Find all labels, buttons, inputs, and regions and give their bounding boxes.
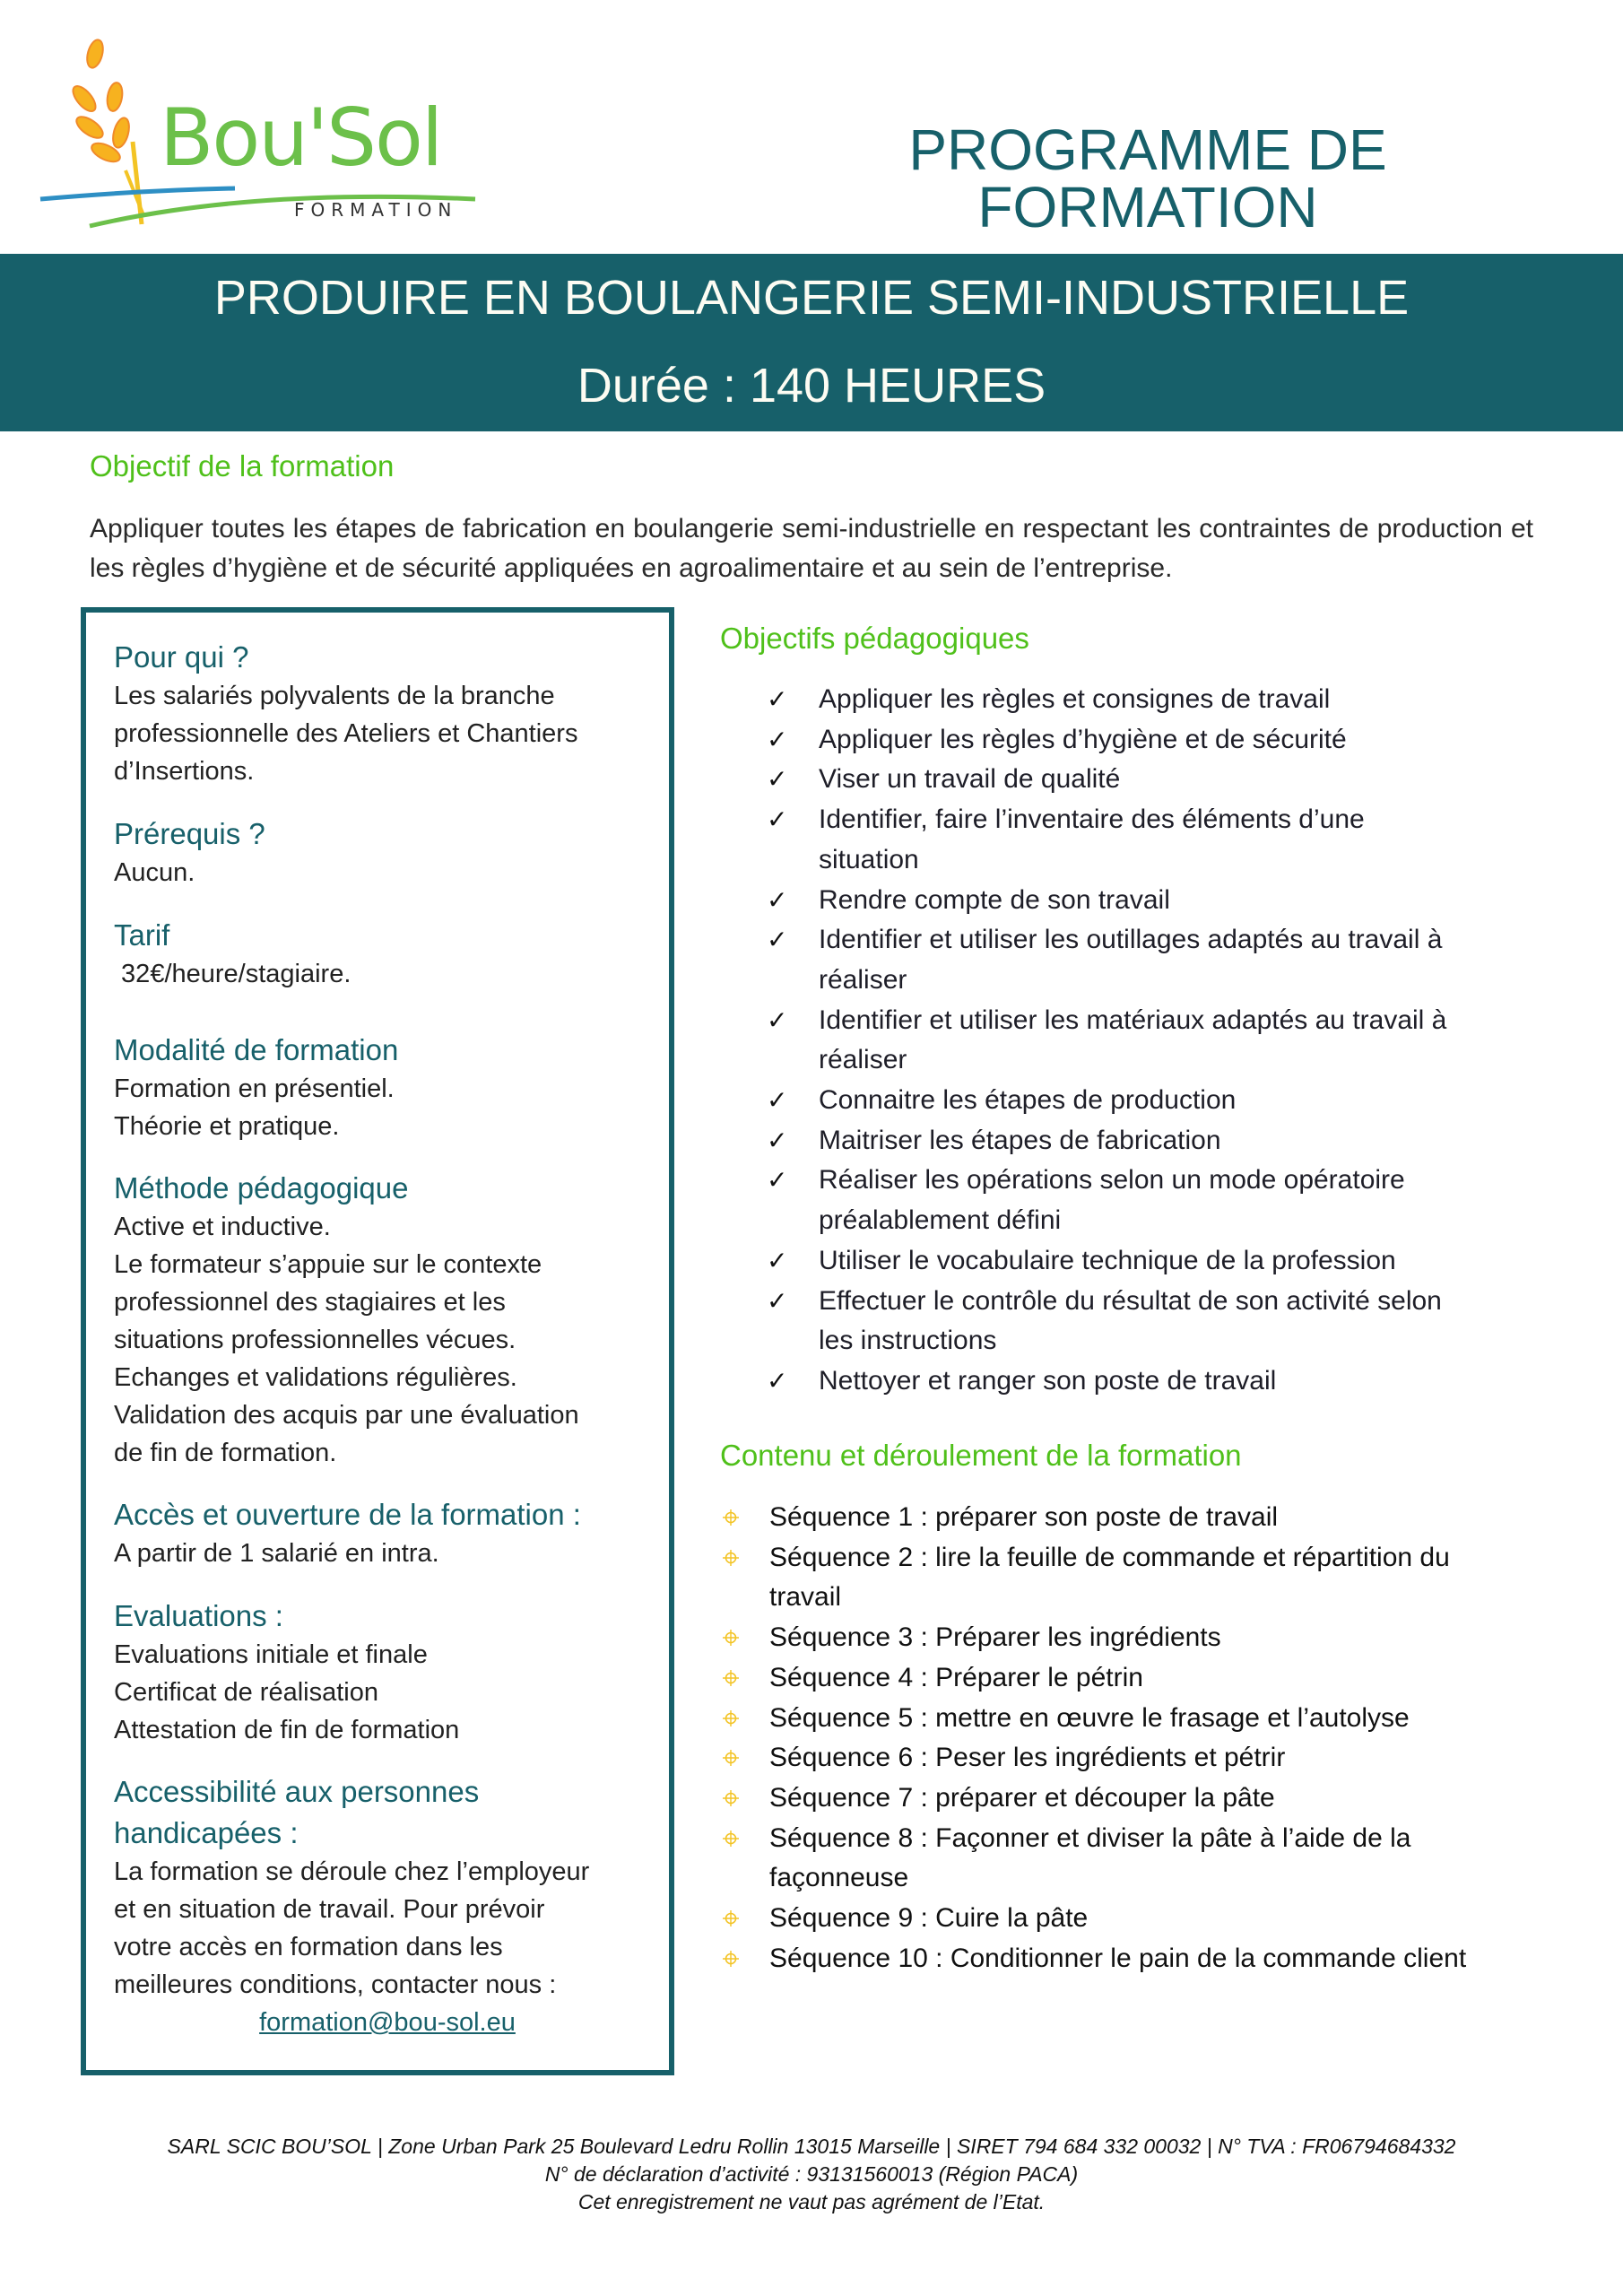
objective-item-text: Rendre compte de son travail <box>819 884 1170 915</box>
objective-item <box>767 920 1574 1000</box>
check-icon: ✓ <box>767 885 788 914</box>
sequence-item-text: Séquence 7 : préparer et découper la pâte <box>769 1782 1275 1813</box>
accessibilite-heading: handicapées : <box>114 1816 299 1849</box>
objective-item-text: situation <box>819 844 919 874</box>
objective-item <box>767 800 1574 880</box>
sequence-item-text: Séquence 5 : mettre en œuvre le frasage et l’autolyse <box>769 1702 1410 1733</box>
check-icon: ✓ <box>767 1286 788 1315</box>
logo-subtitle: FORMATION <box>294 199 458 221</box>
objective-heading: Objectif de la formation <box>90 449 395 483</box>
evaluations-heading: Evaluations : <box>114 1599 283 1632</box>
objective-item-text: Utiliser le vocabulaire technique de la profession <box>819 1245 1396 1275</box>
sequence-item <box>720 1939 1572 1979</box>
objective-item-text: Identifier et utiliser les outillages adaptés au travail à <box>819 925 1443 955</box>
objective-item-text: Appliquer les règles d’hygiène et de sécurité <box>819 724 1347 754</box>
prerequis-heading: Prérequis ? <box>114 817 265 850</box>
check-icon: ✓ <box>767 685 788 713</box>
methode-line: Active et inductive. <box>114 1213 331 1241</box>
check-icon: ✓ <box>767 1086 788 1115</box>
check-icon: ✓ <box>767 805 788 834</box>
objective-item <box>767 1361 1574 1402</box>
objective-text: Appliquer toutes les étapes de fabrication en boulangerie semi-industrielle en respectant les contraintes de production et les règles d’hygiène et de sécurité appliquées en agroalimentaire et au sein de l’entreprise. <box>90 514 1533 583</box>
objective-item <box>767 760 1574 800</box>
objective-item-text: Connaitre les étapes de production <box>819 1085 1237 1116</box>
objective-item-text: les instructions <box>819 1326 997 1356</box>
sequence-item <box>720 1538 1572 1618</box>
sequence-item <box>720 1779 1572 1819</box>
pedagogic-objectives-heading: Objectifs pédagogiques <box>720 622 1029 655</box>
course-duration: Durée : 140 HEURES <box>577 359 1046 413</box>
accessibilite-line: et en situation de travail. Pour prévoir <box>114 1895 545 1924</box>
brand-logo <box>36 36 502 233</box>
objective-item-text: préalablement défini <box>819 1205 1062 1236</box>
sequence-item <box>720 1738 1572 1779</box>
objective-item-text: Identifier et utiliser les matériaux adaptés au travail à <box>819 1004 1447 1035</box>
crosshair-bullet-icon <box>722 1830 740 1848</box>
crosshair-bullet-icon <box>722 1909 740 1927</box>
sequence-item-text: façonneuse <box>769 1863 909 1893</box>
accessibilite-line: La formation se déroule chez l’employeur <box>114 1857 590 1886</box>
crosshair-bullet-icon <box>722 1629 740 1647</box>
footer-declaration: N° de déclaration d’activité : 93131560013 (Région PACA) <box>544 2162 1079 2186</box>
contact-email-link[interactable]: formation@bou-sol.eu <box>259 2008 516 2037</box>
check-icon: ✓ <box>767 1005 788 1034</box>
course-title: PRODUIRE EN BOULANGERIE SEMI-INDUSTRIELLE <box>213 271 1410 325</box>
objective-item <box>767 1081 1574 1121</box>
pour-qui-heading: Pour qui ? <box>114 640 249 674</box>
evaluations-line: Certificat de réalisation <box>114 1678 378 1707</box>
sequence-item <box>720 1899 1572 1939</box>
sequence-item-text: Séquence 2 : lire la feuille de commande et répartition du <box>769 1542 1450 1572</box>
accessibilite-line: meilleures conditions, contacter nous : <box>114 1970 557 1999</box>
document-title: PROGRAMME DE FORMATION <box>908 117 1387 239</box>
crosshair-bullet-icon <box>722 1950 740 1968</box>
check-icon: ✓ <box>767 725 788 753</box>
check-icon: ✓ <box>767 1166 788 1195</box>
pour-qui-line: Les salariés polyvalents de la branche <box>114 682 555 710</box>
objective-item <box>767 1241 1574 1282</box>
methode-line: de fin de formation. <box>114 1439 337 1467</box>
sequence-item <box>720 1498 1572 1538</box>
check-icon: ✓ <box>767 1126 788 1154</box>
check-icon: ✓ <box>767 926 788 954</box>
objective-item <box>767 881 1574 921</box>
accessibilite-heading: Accessibilité aux personnes <box>114 1775 480 1808</box>
objective-item <box>767 1282 1574 1361</box>
info-box <box>81 607 674 2075</box>
methode-line: Le formateur s’appuie sur le contexte <box>114 1250 542 1279</box>
logo-wordmark: Bou'Sol <box>160 91 442 184</box>
sequence-item-text: Séquence 1 : préparer son poste de travail <box>769 1502 1279 1532</box>
methode-heading: Méthode pédagogique <box>114 1171 409 1205</box>
crosshair-bullet-icon <box>722 1789 740 1807</box>
tarif-heading: Tarif <box>114 918 170 952</box>
objective-item <box>767 1001 1574 1081</box>
content-heading: Contenu et déroulement de la formation <box>720 1439 1242 1472</box>
modalite-line: Théorie et pratique. <box>114 1112 340 1141</box>
crosshair-bullet-icon <box>722 1749 740 1767</box>
crosshair-bullet-icon <box>722 1709 740 1727</box>
modalite-line: Formation en présentiel. <box>114 1074 395 1103</box>
sequence-item-text: Séquence 10 : Conditionner le pain de la commande client <box>769 1943 1467 1973</box>
sequence-item <box>720 1618 1572 1658</box>
pedagogic-objectives-list <box>767 680 1574 1402</box>
methode-line: Validation des acquis par une évaluation <box>114 1401 579 1430</box>
sequence-item-text: Séquence 6 : Peser les ingrédients et pétrir <box>769 1743 1286 1773</box>
objective-item-text: Identifier, faire l’inventaire des éléments d’une <box>819 804 1365 835</box>
footer-company-info: SARL SCIC BOU’SOL | Zone Urban Park 25 Boulevard Ledru Rollin 13015 Marseille | SIRET 794 684 332 00032 | N° TVA : FR06794684332 <box>167 2135 1456 2158</box>
methode-line: Echanges et validations régulières. <box>114 1363 517 1392</box>
methode-line: professionnel des stagiaires et les <box>114 1288 506 1317</box>
crosshair-bullet-icon <box>722 1509 740 1526</box>
sequence-item-text: Séquence 8 : Façonner et diviser la pâte à l’aide de la <box>769 1822 1411 1853</box>
objective-item-text: Effectuer le contrôle du résultat de son activité selon <box>819 1285 1442 1316</box>
objective-item-text: Nettoyer et ranger son poste de travail <box>819 1365 1277 1396</box>
footer-disclaimer: Cet enregistrement ne vaut pas agrément de l’Etat. <box>577 2190 1046 2213</box>
objective-item-text: Maitriser les étapes de fabrication <box>819 1125 1221 1155</box>
crosshair-bullet-icon <box>722 1669 740 1687</box>
acces-text: A partir de 1 salarié en intra. <box>114 1539 439 1568</box>
sequence-item-text: Séquence 4 : Préparer le pétrin <box>769 1662 1143 1692</box>
methode-line: situations professionnelles vécues. <box>114 1326 516 1354</box>
evaluations-line: Evaluations initiale et finale <box>114 1640 428 1669</box>
evaluations-line: Attestation de fin de formation <box>114 1716 460 1744</box>
check-icon: ✓ <box>767 765 788 794</box>
accessibilite-line: votre accès en formation dans les <box>114 1933 503 1961</box>
prerequis-text: Aucun. <box>114 858 195 887</box>
objective-item-text: réaliser <box>819 964 907 995</box>
objective-item <box>767 1161 1574 1240</box>
crosshair-bullet-icon <box>722 1549 740 1567</box>
sequence-item <box>720 1658 1572 1699</box>
sequence-list <box>720 1498 1572 1979</box>
pour-qui-line: professionnelle des Ateliers et Chantiers <box>114 719 578 748</box>
objective-item-text: Appliquer les règles et consignes de travail <box>819 684 1331 714</box>
sequence-item-text: Séquence 3 : Préparer les ingrédients <box>769 1622 1221 1653</box>
pour-qui-line: d’Insertions. <box>114 757 255 786</box>
modalite-heading: Modalité de formation <box>114 1033 399 1066</box>
sequence-item-text: travail <box>769 1582 842 1613</box>
objective-item-text: réaliser <box>819 1045 907 1075</box>
objective-item <box>767 1121 1574 1161</box>
check-icon: ✓ <box>767 1366 788 1395</box>
objective-item-text: Réaliser les opérations selon un mode opératoire <box>819 1165 1405 1196</box>
sequence-item <box>720 1819 1572 1899</box>
objective-item <box>767 680 1574 720</box>
acces-heading: Accès et ouverture de la formation : <box>114 1498 581 1531</box>
tarif-text: 32€/heure/stagiaire. <box>114 960 352 988</box>
sequence-item-text: Séquence 9 : Cuire la pâte <box>769 1903 1089 1934</box>
check-icon: ✓ <box>767 1246 788 1274</box>
objective-item <box>767 720 1574 761</box>
objective-item-text: Viser un travail de qualité <box>819 764 1121 795</box>
sequence-item <box>720 1699 1572 1739</box>
